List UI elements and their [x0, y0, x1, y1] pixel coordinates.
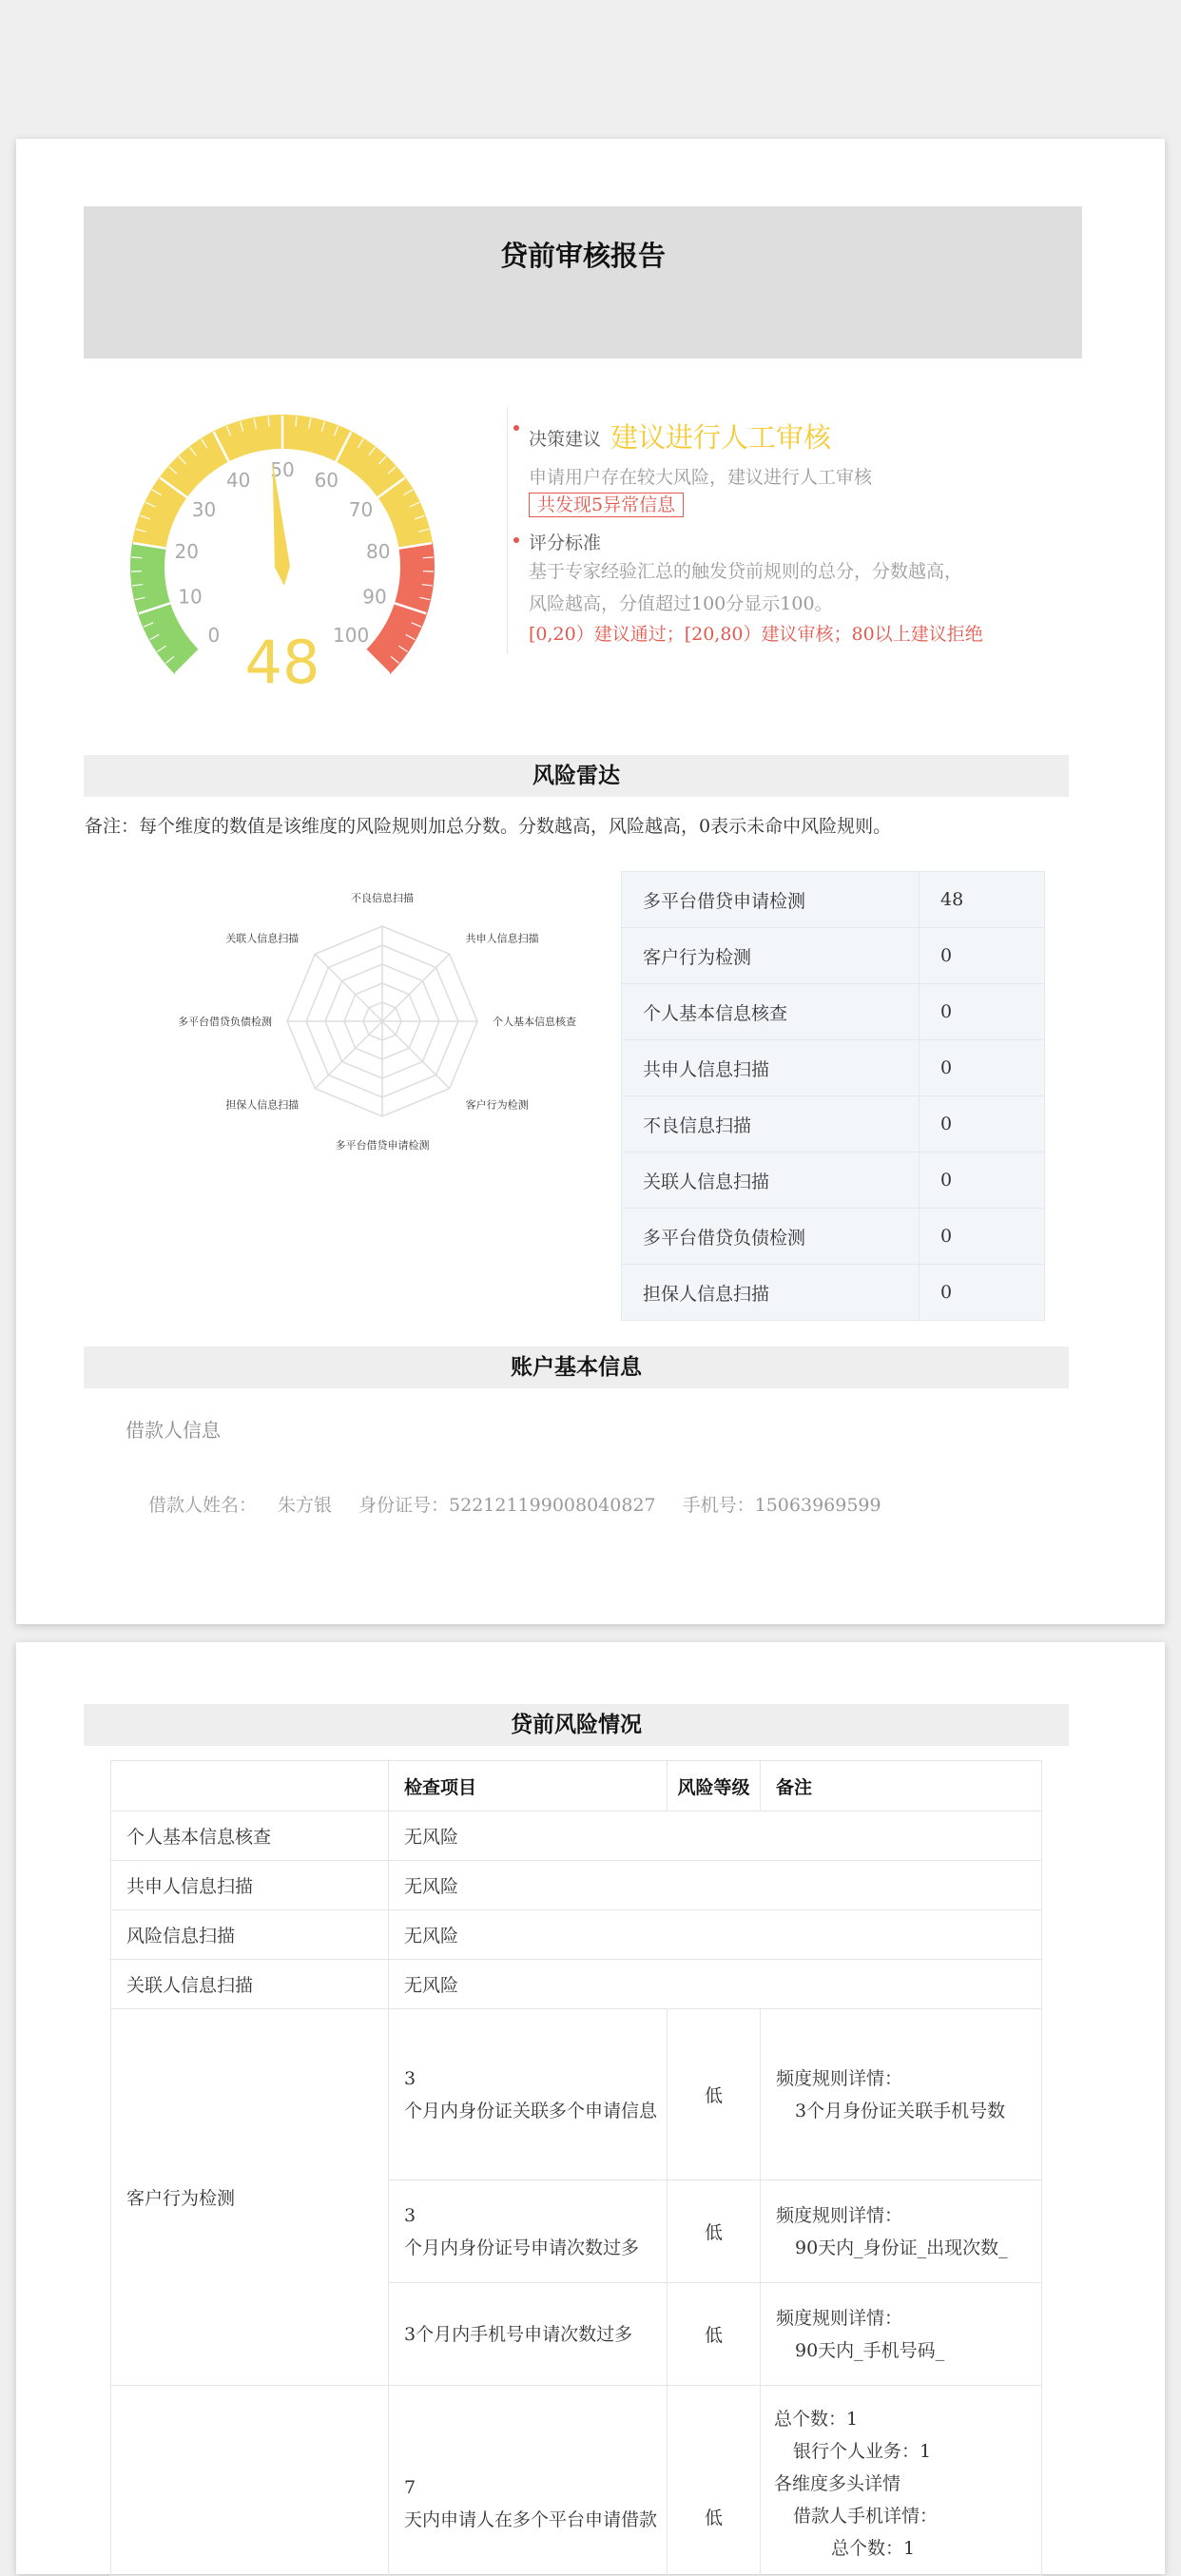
table-row — [111, 2386, 1042, 2576]
table-row — [111, 2009, 1042, 2180]
borrower-info-row — [148, 1491, 908, 1517]
header-remark: 备注 — [761, 1761, 1042, 1811]
risk-table — [110, 1760, 1042, 2576]
report-title: 贷前审核报告 — [84, 206, 1082, 358]
remark-line: 银行个人业务：1 — [774, 2435, 1041, 2468]
risk-level: 低 — [668, 2180, 761, 2283]
table-row — [622, 1265, 1045, 1321]
score-value: 0 — [920, 1152, 1045, 1209]
table-row — [622, 1040, 1045, 1096]
score-value: 48 — [920, 872, 1045, 928]
score-standard-desc-1: 基于专家经验汇总的触发贷前规则的总分，分数越高， — [529, 557, 962, 583]
header-level: 风险等级 — [668, 1761, 761, 1811]
score-value: 0 — [920, 1209, 1045, 1265]
risk-item: 3个月内手机号申请次数过多 — [389, 2283, 668, 2386]
remark-detail: 3个月身份证关联手机号数 — [776, 2095, 1041, 2127]
score-value: 0 — [920, 1265, 1045, 1321]
table-row — [622, 872, 1045, 928]
risk-category: 个人基本信息核查 — [111, 1811, 389, 1861]
risk-remark — [761, 2386, 1042, 2576]
risk-section-title: 贷前风险情况 — [84, 1704, 1069, 1746]
remark-line: 总个数：1 — [774, 2532, 1041, 2565]
risk-radar-chart — [140, 890, 596, 1185]
account-section-title: 账户基本信息 — [84, 1346, 1069, 1388]
risk-item-num: 3 — [404, 2199, 667, 2232]
radar-section-title: 风险雷达 — [84, 755, 1069, 797]
score-value: 0 — [920, 1040, 1045, 1096]
score-name: 共申人信息扫描 — [622, 1040, 920, 1096]
remark-line: 各维度多头详情 — [774, 2468, 1041, 2500]
risk-item: 无风险 — [389, 1861, 1042, 1910]
borrower-id: 身份证号：522121199008040827 — [358, 1495, 656, 1516]
borrower-name: 朱方银 — [278, 1495, 332, 1516]
radar-axis-label: 不良信息扫描 — [351, 891, 414, 904]
table-row — [622, 1209, 1045, 1265]
bullet-dot — [513, 425, 519, 431]
risk-remark — [761, 2009, 1042, 2180]
gauge-tick — [423, 557, 434, 558]
remark-detail: 90天内_手机号码_ — [776, 2334, 1041, 2367]
gauge-tick-label: 70 — [349, 498, 373, 521]
risk-category: 风险信息扫描 — [111, 1910, 389, 1960]
table-header-row — [111, 1761, 1042, 1811]
gauge-tick — [131, 557, 142, 558]
report-page-2 — [16, 1642, 1165, 2574]
radar-axis-label: 多平台借贷负债检测 — [178, 1015, 272, 1028]
risk-item — [389, 2386, 668, 2576]
gauge-tick-label: 30 — [192, 498, 216, 521]
risk-item: 无风险 — [389, 1910, 1042, 1960]
gauge-tick-label: 80 — [366, 540, 390, 563]
risk-level: 低 — [668, 2009, 761, 2180]
radar-axis-label: 担保人信息扫描 — [225, 1098, 299, 1112]
borrower-phone: 手机号：15063969599 — [683, 1495, 881, 1516]
risk-item: 无风险 — [389, 1811, 1042, 1861]
table-row — [111, 1861, 1042, 1910]
risk-item: 无风险 — [389, 1960, 1042, 2009]
gauge-tick-label: 90 — [362, 586, 386, 609]
gauge-score: 48 — [245, 628, 320, 697]
risk-category: 共申人信息扫描 — [111, 1861, 389, 1910]
table-row — [622, 928, 1045, 984]
score-name: 个人基本信息核查 — [622, 984, 920, 1040]
gauge-tick-label: 10 — [178, 586, 202, 609]
radar-axis-label: 多平台借贷申请检测 — [336, 1138, 430, 1152]
gauge-tick-label: 100 — [333, 624, 369, 647]
risk-item-text: 个月内身份证号申请次数过多 — [404, 2232, 667, 2264]
score-gauge — [102, 386, 463, 709]
score-standard-row — [529, 529, 601, 554]
risk-item-num: 3 — [404, 2063, 667, 2095]
score-name: 不良信息扫描 — [622, 1096, 920, 1152]
score-value: 0 — [920, 928, 1045, 984]
risk-item — [389, 2009, 668, 2180]
table-row — [622, 1152, 1045, 1209]
header-item: 检查项目 — [389, 1761, 668, 1811]
remark-title: 频度规则详情： — [776, 2063, 1041, 2095]
remark-line: 总个数：1 — [774, 2403, 1041, 2435]
risk-item-text: 个月内身份证关联多个申请信息 — [404, 2095, 667, 2127]
radar-axis-label: 客户行为检测 — [466, 1098, 529, 1112]
table-row — [111, 1811, 1042, 1861]
score-name: 客户行为检测 — [622, 928, 920, 984]
decision-label: 决策建议 — [529, 429, 601, 450]
gauge-tick-label: 20 — [175, 540, 199, 563]
radar-axis-label: 个人基本信息核查 — [493, 1015, 576, 1028]
gauge-tick-label: 0 — [208, 624, 221, 647]
score-value: 0 — [920, 984, 1045, 1040]
score-name: 多平台借贷负债检测 — [622, 1209, 920, 1265]
score-name: 关联人信息扫描 — [622, 1152, 920, 1209]
risk-remark — [761, 2283, 1042, 2386]
report-page-1 — [16, 139, 1165, 1624]
risk-category — [111, 2386, 389, 2576]
table-row — [622, 984, 1045, 1040]
decision-panel — [507, 407, 1116, 654]
bullet-dot — [513, 537, 519, 543]
risk-remark — [761, 2180, 1042, 2283]
remark-detail: 90天内_身份证_出现次数_ — [776, 2232, 1041, 2264]
gauge-tick-label: 40 — [226, 469, 250, 492]
radar-score-table — [621, 871, 1045, 1321]
risk-item-text: 天内申请人在多个平台申请借款 — [404, 2504, 667, 2536]
table-row — [111, 1960, 1042, 2009]
gauge-tick-label: 60 — [315, 469, 339, 492]
borrower-subtitle: 借款人信息 — [126, 1415, 221, 1443]
score-name: 担保人信息扫描 — [622, 1265, 920, 1321]
decision-value: 建议进行人工审核 — [610, 421, 831, 454]
risk-level: 低 — [668, 2283, 761, 2386]
score-ranges: [0,20）建议通过；[20,80）建议审核；80以上建议拒绝 — [529, 620, 983, 646]
remark-title: 频度规则详情： — [776, 2199, 1041, 2232]
score-name: 多平台借贷申请检测 — [622, 872, 920, 928]
gauge-tick-label: 50 — [270, 458, 294, 481]
abnormal-info-badge[interactable]: 共发现5异常信息 — [529, 493, 684, 517]
risk-item — [389, 2180, 668, 2283]
table-row — [111, 1910, 1042, 1960]
score-standard-label: 评分标准 — [529, 533, 601, 553]
header-category — [111, 1761, 389, 1811]
decision-desc: 申请用户存在较大风险，建议进行人工审核 — [529, 463, 872, 489]
remark-line: 借款人手机详情： — [774, 2500, 1041, 2532]
risk-item-num: 7 — [404, 2471, 667, 2504]
radar-note: 备注：每个维度的数值是该维度的风险规则加总分数。分数越高，风险越高，0表示未命中风险规则。 — [85, 812, 891, 838]
risk-level: 低 — [668, 2386, 761, 2576]
risk-category: 客户行为检测 — [111, 2009, 389, 2386]
radar-axis-label: 关联人信息扫描 — [225, 931, 299, 944]
decision-row — [529, 416, 831, 455]
risk-category: 关联人信息扫描 — [111, 1960, 389, 2009]
score-standard-desc-2: 风险越高，分值超过100分显示100。 — [529, 590, 833, 615]
borrower-name-label: 借款人姓名： — [148, 1495, 257, 1516]
radar-axis-label: 共申人信息扫描 — [466, 931, 539, 944]
table-row — [622, 1096, 1045, 1152]
score-value: 0 — [920, 1096, 1045, 1152]
remark-title: 频度规则详情： — [776, 2302, 1041, 2334]
